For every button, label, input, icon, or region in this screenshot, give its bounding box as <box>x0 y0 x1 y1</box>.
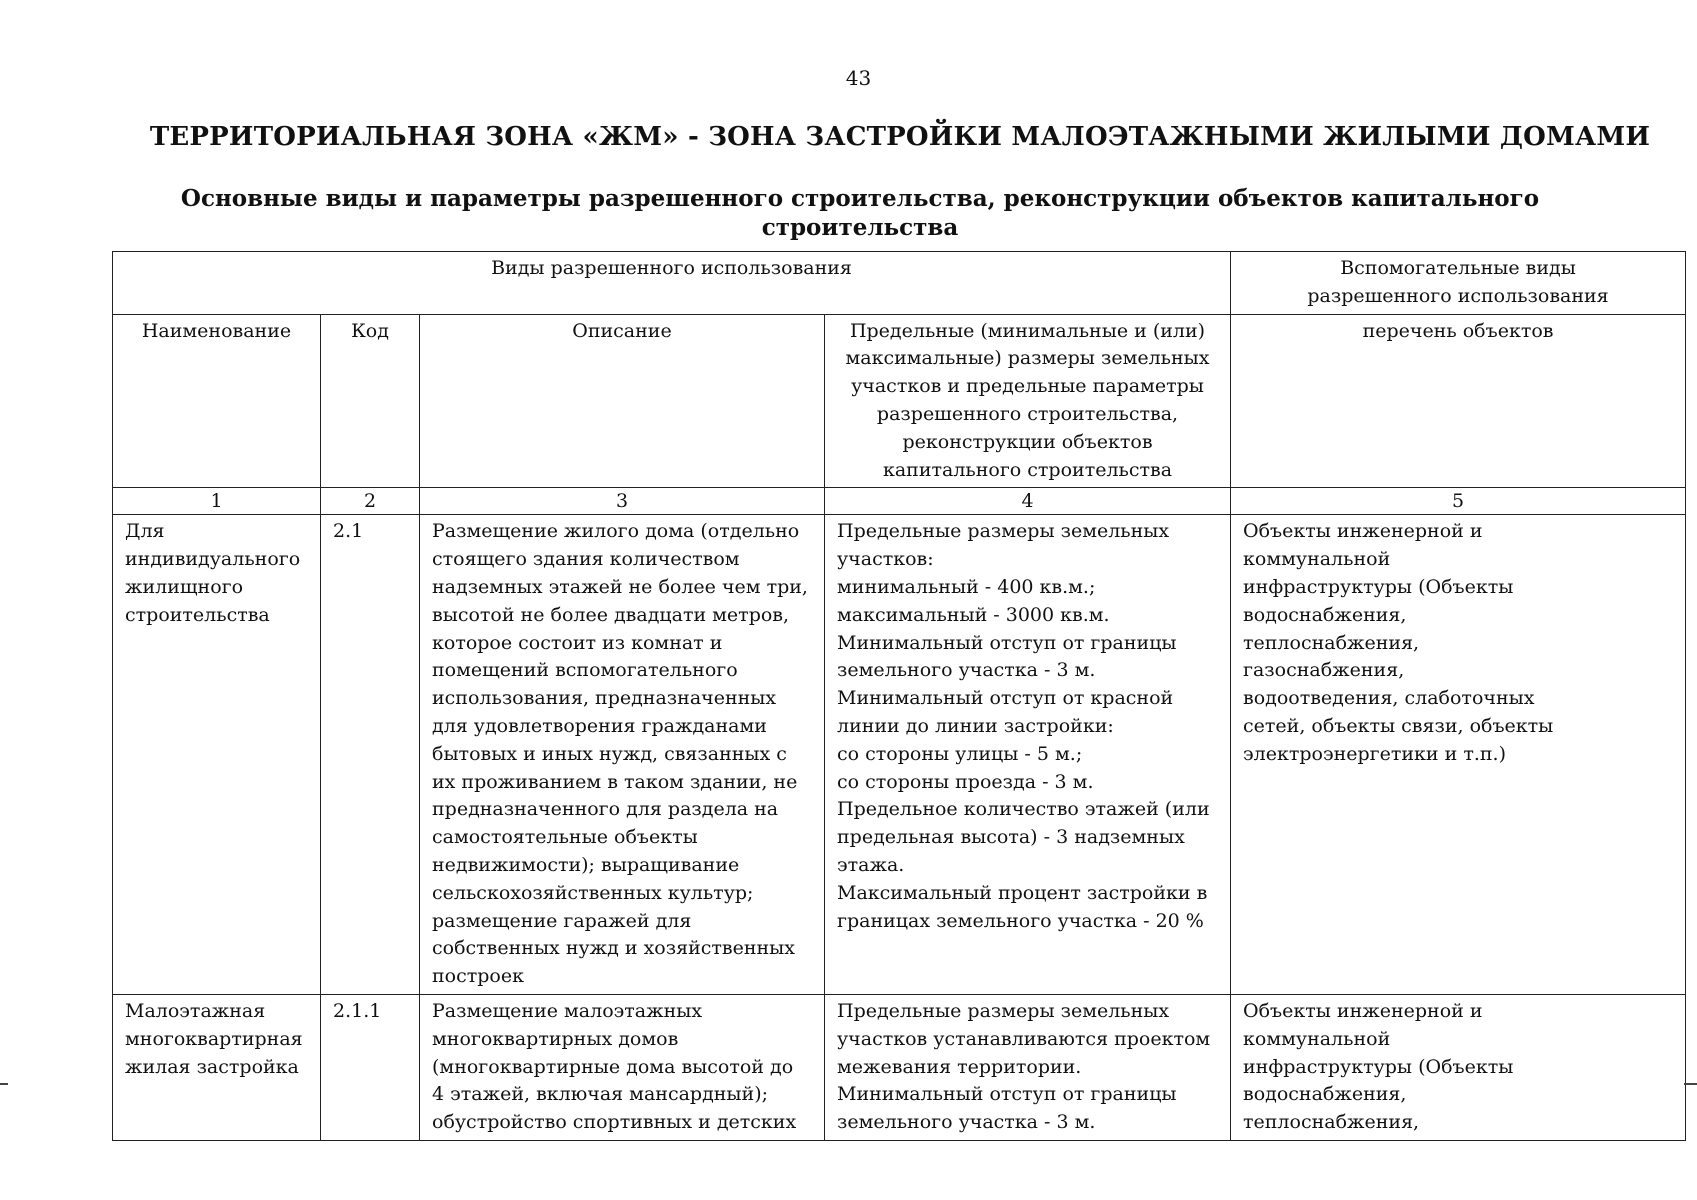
use-code: 2.1.1 <box>321 994 420 1140</box>
column-number-row <box>113 488 1686 515</box>
use-description: Размещение жилого дома (отдельно стоящего здания количеством надземных этажей не более чем три, высотой не более двадцати метров, которое состоит из комнат и помещений вспомогательного использования, предназначенных для удовлетворения гражданами бытовых и иных нужд, связанных с их проживанием в таком здании, не предназначенного для раздела на самостоятельные объекты недвижимости); выращивание сельскохозяйственных культур; размещение гаражей для собственных нужд и хозяйственных построек <box>420 515 825 995</box>
use-objects: Объекты инженерной и коммунальной инфраструктуры (Объекты водоснабжения, теплоснабжения, <box>1231 994 1686 1140</box>
column-header-objects: перечень объектов <box>1231 314 1686 488</box>
column-number: 2 <box>321 488 420 515</box>
use-parameters: Предельные размеры земельных участков устанавливаются проектом межевания территории. Минимальный отступ от границы земельного участка - 3 м. <box>825 994 1231 1140</box>
column-header-code: Код <box>321 314 420 488</box>
use-parameters: Предельные размеры земельных участков: минимальный - 400 кв.м.; максимальный - 3000 кв.м. Минимальный отступ от границы земельного участка - 3 м. Минимальный отступ от красной линии до линии застройки: со стороны улицы - 5 м.; со стороны проезда - 3 м. Предельное количество этажей (или предельная высота) - 3 надземных этажа. Максимальный процент застройки в границах земельного участка - 20 % <box>825 515 1231 995</box>
column-header-description: Описание <box>420 314 825 488</box>
scan-edge-mark <box>0 1083 8 1085</box>
column-header-name: Наименование <box>113 314 321 488</box>
zoning-table <box>112 251 1686 1141</box>
group-header-main: Виды разрешенного использования <box>113 252 1231 315</box>
column-header-parameters: Предельные (минимальные и (или) максимальные) размеры земельных участков и предельные параметры разрешенного строительства, реконструкции объектов капитального строительства <box>825 314 1231 488</box>
table-row <box>113 515 1686 995</box>
table-row <box>113 994 1686 1140</box>
column-header-row <box>113 314 1686 488</box>
zone-title: ТЕРРИТОРИАЛЬНАЯ ЗОНА «ЖМ» - ЗОНА ЗАСТРОЙКИ МАЛОЭТАЖНЫМИ ЖИЛЫМИ ДОМАМИ <box>149 122 1651 152</box>
use-description: Размещение малоэтажных многоквартирных домов (многоквартирные дома высотой до 4 этажей, включая мансардный); обустройство спортивных и детских <box>420 994 825 1140</box>
group-header-row <box>113 252 1686 315</box>
use-name: Малоэтажная многоквартирная жилая застройка <box>113 994 321 1140</box>
use-code: 2.1 <box>321 515 420 995</box>
use-objects: Объекты инженерной и коммунальной инфраструктуры (Объекты водоснабжения, теплоснабжения, газоснабжения, водоотведения, слаботочных сетей, объекты связи, объекты электроэнергетики и т.п.) <box>1231 515 1686 995</box>
scan-edge-mark <box>1684 1083 1697 1085</box>
column-number: 1 <box>113 488 321 515</box>
column-number: 3 <box>420 488 825 515</box>
section-subtitle: Основные виды и параметры разрешенного строительства, реконструкции объектов капитального строительства <box>180 185 1540 241</box>
column-number: 4 <box>825 488 1231 515</box>
page-number: 43 <box>845 66 872 90</box>
column-number: 5 <box>1231 488 1686 515</box>
use-name: Для индивидуального жилищного строительства <box>113 515 321 995</box>
group-header-auxiliary: Вспомогательные виды разрешенного использования <box>1231 252 1686 315</box>
